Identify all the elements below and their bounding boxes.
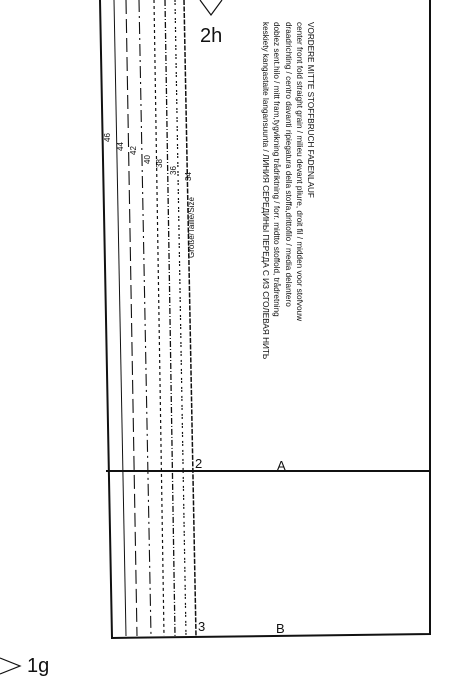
size-line-46 xyxy=(114,0,126,636)
fold-notch-mark xyxy=(200,0,222,15)
size-label-36: 36 xyxy=(169,166,178,175)
size-line-40 xyxy=(154,0,164,636)
grain-line-text-1: center front fold straight grain / milieu devant pliure, droit fil / midden voor stofvouw xyxy=(294,22,304,321)
size-label-42: 42 xyxy=(129,146,138,155)
size-label-46: 46 xyxy=(103,133,112,142)
size-label-38: 38 xyxy=(155,159,164,168)
fold-label: 2h xyxy=(200,25,223,47)
size-lines xyxy=(114,0,196,636)
side-notch-mark xyxy=(0,658,20,674)
grain-line-text-4: keskiety kangastaite langansuunta / ЛИНИЯ СЕРЕДИНЫ ПЕРЕДА С ИЗ СГОЛЕВАЯ НИТЬ xyxy=(261,22,271,360)
size-line-36 xyxy=(175,0,186,636)
size-label-40: 40 xyxy=(143,155,152,164)
size-label-44: 44 xyxy=(116,142,125,151)
size-label-34: 34 xyxy=(184,172,193,181)
point-b-number: 3 xyxy=(198,619,206,634)
point-a-number: 2 xyxy=(195,456,203,471)
grain-line-text-3: doblez sent.hilo / mitt fram,tygvikning trådriktning / forr. midtto stoffold, trådretning xyxy=(272,22,282,317)
grain-line-text-2: draadrichting / centro davanti ripiegatura della stoffa,drittofilo / media delantero xyxy=(283,22,293,307)
size-line-42 xyxy=(139,0,151,636)
size-caption: Größe/Taille/Size xyxy=(187,197,196,258)
size-line-38 xyxy=(165,0,175,636)
notch-label: 1g xyxy=(27,655,50,677)
point-a-letter: A xyxy=(277,458,286,473)
point-b-letter: B xyxy=(276,621,285,636)
size-line-34 xyxy=(184,0,196,636)
grain-line-title: VORDERE MITTE STOFFBRUCH FADENLAUF xyxy=(306,22,315,198)
size-line-44 xyxy=(126,0,137,636)
